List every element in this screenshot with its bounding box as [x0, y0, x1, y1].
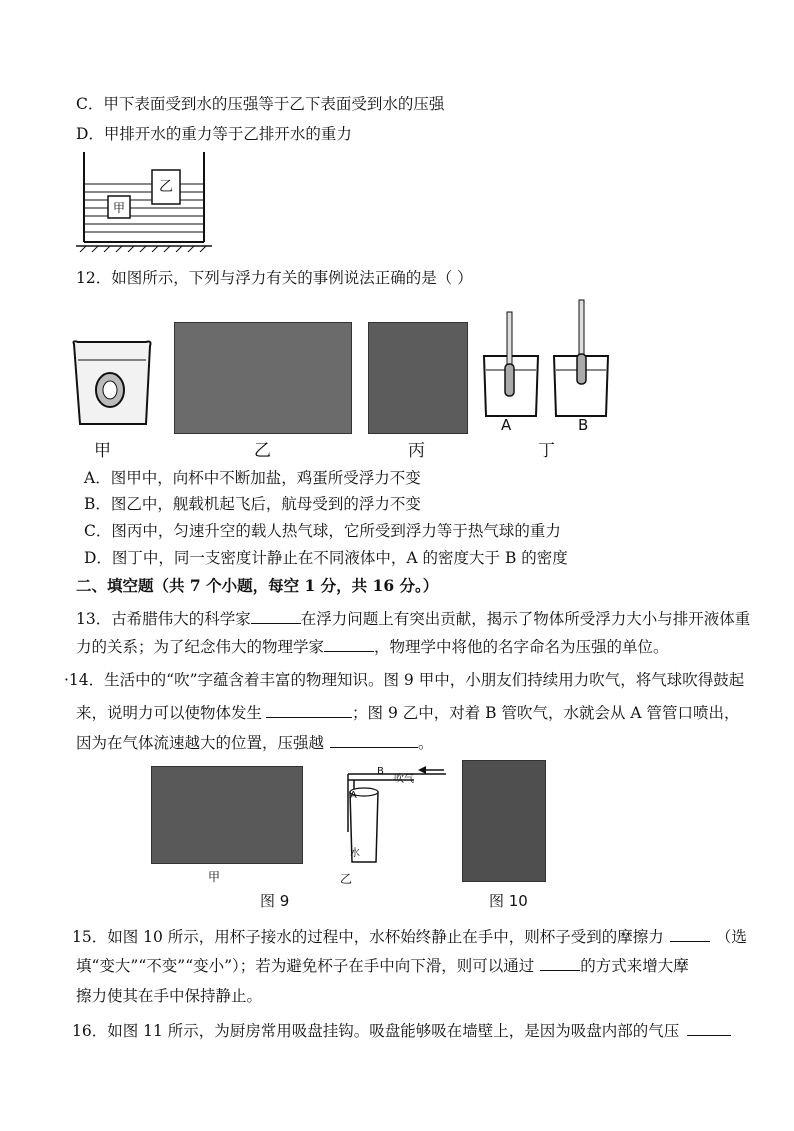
q16-blank-1[interactable] [687, 1020, 731, 1036]
q15-text-1b: （选 [715, 928, 747, 946]
q13-blank-2[interactable] [324, 636, 374, 652]
q13-text-2a: 力的关系；为了纪念伟大的物理学家 [76, 638, 325, 656]
q11-label-jia: 甲 [113, 201, 126, 215]
fig10-caption: 图 10 [489, 892, 528, 910]
q12-option-c: C．图丙中，匀速升空的载人热气球，它所受到浮力等于热气球的重力 [84, 522, 561, 540]
q15-blank-2[interactable] [540, 955, 580, 971]
q12-beaker-egg-figure [70, 338, 156, 430]
q13-text-1b: 在浮力问题上有突出贡献，揭示了物体所受浮力大小与排开液体重 [300, 610, 751, 628]
q13-blank-1[interactable] [251, 608, 301, 624]
fig9-caption: 图 9 [260, 892, 290, 910]
fig9-label-jia: 甲 [208, 870, 221, 884]
q14-blank-2[interactable] [330, 732, 418, 748]
q12-caption-yi: 乙 [254, 441, 271, 461]
q13-text-1a: 13．古希腊伟大的科学家 [76, 610, 251, 628]
q13-line-1 [76, 608, 750, 629]
q14-line-3 [76, 732, 434, 753]
q15-blank-1[interactable] [670, 926, 710, 942]
q15-text-1a: 15．如图 10 所示，用杯子接水的过程中，水杯始终静止在手中，则杯子受到的摩擦力 [72, 928, 664, 946]
q12-hydrometer-figure [478, 298, 614, 420]
fig9-label-a: A [350, 790, 357, 801]
q14-text-3a: 因为在气体流速越大的位置，压强越 [76, 734, 325, 752]
q12-caption-bing: 丙 [408, 441, 425, 461]
q11-tank-figure [74, 146, 214, 254]
q16-line-1 [72, 1020, 731, 1041]
q11-option-d: D．甲排开水的重力等于乙排开水的重力 [76, 125, 352, 143]
fig9-label-water: 水 [350, 848, 360, 859]
fig10-photo [462, 760, 546, 882]
q15-line-2 [76, 955, 689, 976]
q16-text-1: 16．如图 11 所示，为厨房常用吸盘挂钩。吸盘能够吸在墙壁上，是因为吸盘内部的气压 [72, 1022, 680, 1040]
q12-option-b: B．图乙中，舰载机起飞后，航母受到的浮力不变 [84, 495, 421, 513]
q12-label-a: A [501, 416, 512, 434]
q14-text-2a: 来，说明力可以使物体发生 [76, 704, 263, 722]
q11-label-yi: 乙 [159, 179, 173, 195]
q12-label-b: B [578, 416, 589, 434]
q15-line-3: 擦力使其在手中保持静止。 [76, 987, 263, 1005]
fig9-yi-diagram [334, 758, 452, 882]
fig9-label-blow: 吹气 [394, 774, 414, 785]
q15-line-1 [72, 926, 747, 947]
q12-option-a: A．图甲中，向杯中不断加盐，鸡蛋所受浮力不变 [84, 469, 421, 487]
q14-text-3b: 。 [418, 734, 434, 752]
q13-line-2 [76, 636, 669, 657]
q14-line-2 [76, 702, 740, 723]
q14-line-1: ·14．生活中的“吹”字蕴含着丰富的物理知识。图 9 甲中，小朋友们持续用力吹气，将气球吹得鼓起 [64, 671, 745, 689]
fig9-label-yi: 乙 [340, 872, 353, 886]
section-2-heading: 二、填空题（共 7 个小题，每空 1 分，共 16 分。） [76, 576, 439, 595]
q12-caption-ding: 丁 [538, 441, 555, 461]
q15-text-2b: 的方式来增大摩 [580, 957, 689, 975]
fig9-jia-photo [151, 766, 303, 864]
q12-aircraft-carrier-photo [174, 322, 352, 434]
q15-text-2a: 填“变大”“不变”“变小”）；若为避免杯子在手中向下滑，则可以通过 [76, 957, 535, 975]
q12-caption-jia: 甲 [94, 441, 111, 461]
q12-hot-air-balloon-photo [368, 322, 468, 434]
fig9-label-b: B [377, 766, 384, 777]
q11-option-c: C．甲下表面受到水的压强等于乙下表面受到水的压强 [76, 95, 445, 113]
q12-option-d: D．图丁中，同一支密度计静止在不同液体中，A 的密度大于 B 的密度 [84, 549, 568, 567]
q13-text-2b: ，物理学中将他的名字命名为压强的单位。 [374, 638, 669, 656]
q14-text-2b: ；图 9 乙中，对着 B 管吹气，水就会从 A 管管口喷出， [352, 704, 740, 722]
q12-stem: 12．如图所示，下列与浮力有关的事例说法正确的是（ ） [76, 269, 473, 287]
q14-blank-1[interactable] [266, 702, 352, 718]
